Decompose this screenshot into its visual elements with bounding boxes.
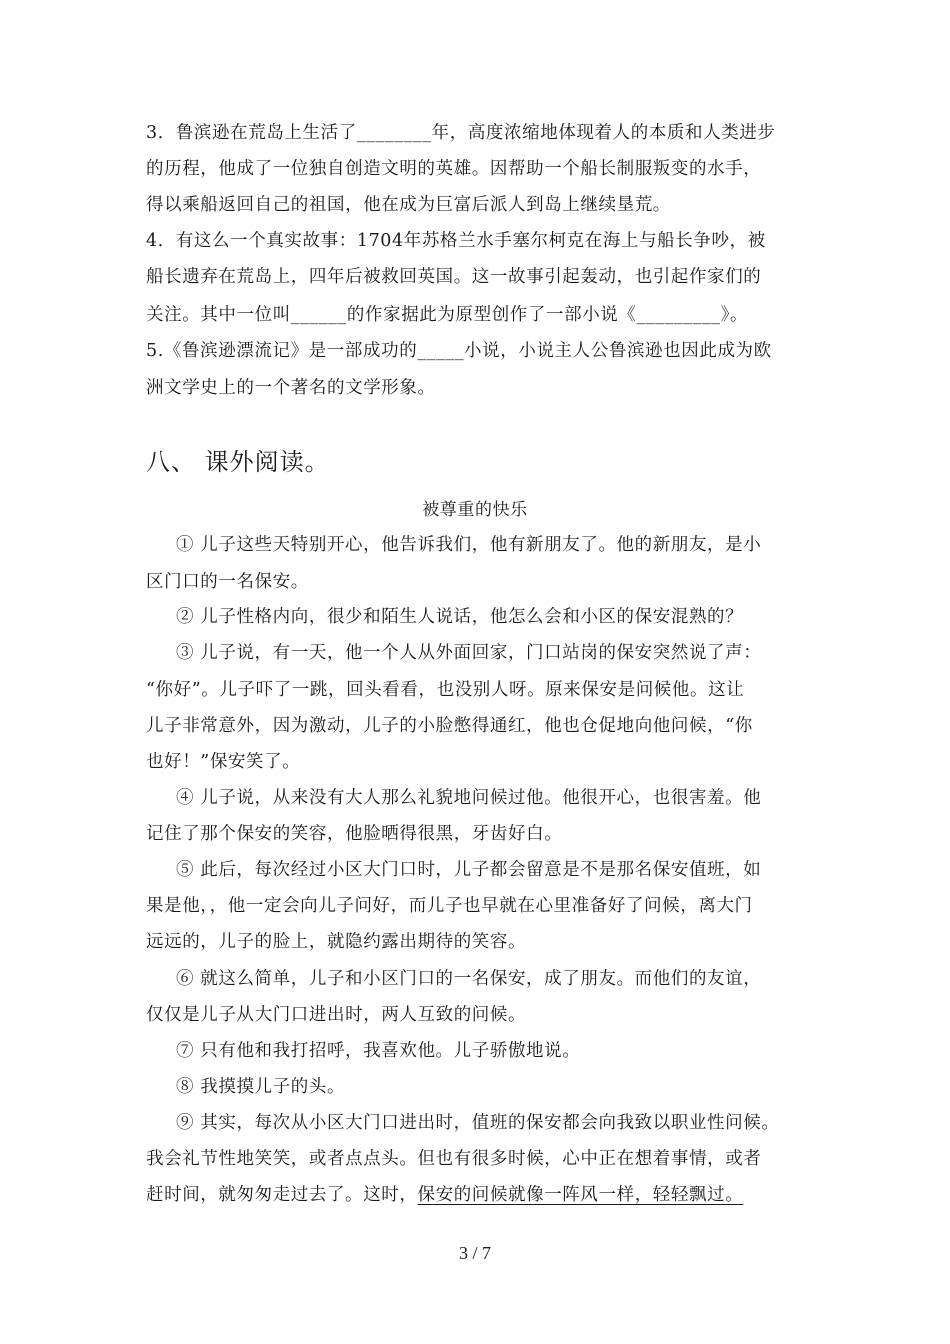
paragraph-line: 儿子非常意外，因为激动，儿子的小脸憋得通红，他也仓促地向他问候，“你 <box>146 716 753 736</box>
question-3-line-3: 得以乘船返回自己的祖国，他在成为巨富后派人到岛上继续垦荒。 <box>146 195 671 215</box>
question-3-line-2: 的历程，他成了一位独自创造文明的英雄。因帮助一个船长制服叛变的水手， <box>146 159 762 179</box>
reading-title: 被尊重的快乐 <box>422 500 528 520</box>
paragraph-line: 仅仅是儿子从大门口进出时，两人互致的问候。 <box>146 1005 527 1025</box>
question-5-line-2: 洲文学史上的一个著名的文学形象。 <box>146 378 436 398</box>
paragraph-line: 也好！”保安笑了。 <box>146 752 301 772</box>
paragraph-line: ④ 儿子说，从来没有大人那么礼貌地问候过他。他很开心，也很害羞。他 <box>176 788 762 808</box>
question-4-line-3: 关注。其中一位叫______的作家据此为原型创作了一部小说《_________》。 <box>146 305 749 325</box>
question-4-line-2: 船长遗弃在荒岛上，四年后被救回英国。这一故事引起轰动，也引起作家们的 <box>146 267 762 287</box>
paragraph-line: ⑧ 我摸摸儿子的头。 <box>176 1077 346 1097</box>
page-number: 3 / 7 <box>458 1243 491 1263</box>
underlined-sentence: 保安的问候就像一阵风一样，轻轻飘过。 <box>417 1185 744 1205</box>
paragraph-line: ③ 儿子说，有一天，他一个人从外面回家，门口站岗的保安突然说了声： <box>176 643 762 663</box>
paragraph-line: “你好”。儿子吓了一跳，回头看看，也没别人呀。原来保安是问候他。这让 <box>146 680 745 700</box>
paragraph-line: ① 儿子这些天特别开心，他告诉我们，他有新朋友了。他的新朋友，是小 <box>176 535 762 555</box>
section-heading: 八、 课外阅读。 <box>146 448 330 476</box>
paragraph-line: 远远的，儿子的脸上，就隐约露出期待的笑容。 <box>146 932 527 952</box>
last-line-text: 赶时间，就匆匆走过去了。这时， <box>146 1185 418 1205</box>
paragraph-line: ⑦ 只有他和我打招呼，我喜欢他。儿子骄傲地说。 <box>176 1041 581 1061</box>
paragraph-line: 记住了那个保安的笑容，他脸晒得很黑，牙齿好白。 <box>146 824 563 844</box>
question-5-line-1: 5.《鲁滨逊漂流记》是一部成功的_____小说，小说主人公鲁滨逊也因此成为欧 <box>146 341 772 361</box>
paragraph-last-line <box>146 1183 743 1207</box>
question-3-line-1: 3．鲁滨逊在荒岛上生活了________年，高度浓缩地体现着人的本质和人类进步 <box>146 123 776 143</box>
paragraph-line: ⑨ 其实，每次从小区大门口进出时，值班的保安都会向我致以职业性问候。 <box>176 1113 780 1133</box>
paragraph-line: ② 儿子性格内向，很少和陌生人说话，他怎么会和小区的保安混熟的？ <box>176 607 744 627</box>
paragraph-line: 果是他，，他一定会向儿子问好，而儿子也早就在心里准备好了问候，离大门 <box>146 896 753 916</box>
paragraph-line: 区门口的一名保安。 <box>146 572 309 592</box>
paragraph-line: ⑤ 此后，每次经过小区大门口时，儿子都会留意是不是那名保安值班，如 <box>176 860 762 880</box>
question-4-line-1: 4．有这么一个真实故事：1704年苏格兰水手塞尔柯克在海上与船长争吵，被 <box>146 231 766 251</box>
paragraph-line: 我会礼节性地笑笑，或者点点头。但也有很多时候，心中正在想着事情，或者 <box>146 1149 762 1169</box>
paragraph-line: ⑥ 就这么简单，儿子和小区门口的一名保安，成了朋友。而他们的友谊， <box>176 969 762 989</box>
